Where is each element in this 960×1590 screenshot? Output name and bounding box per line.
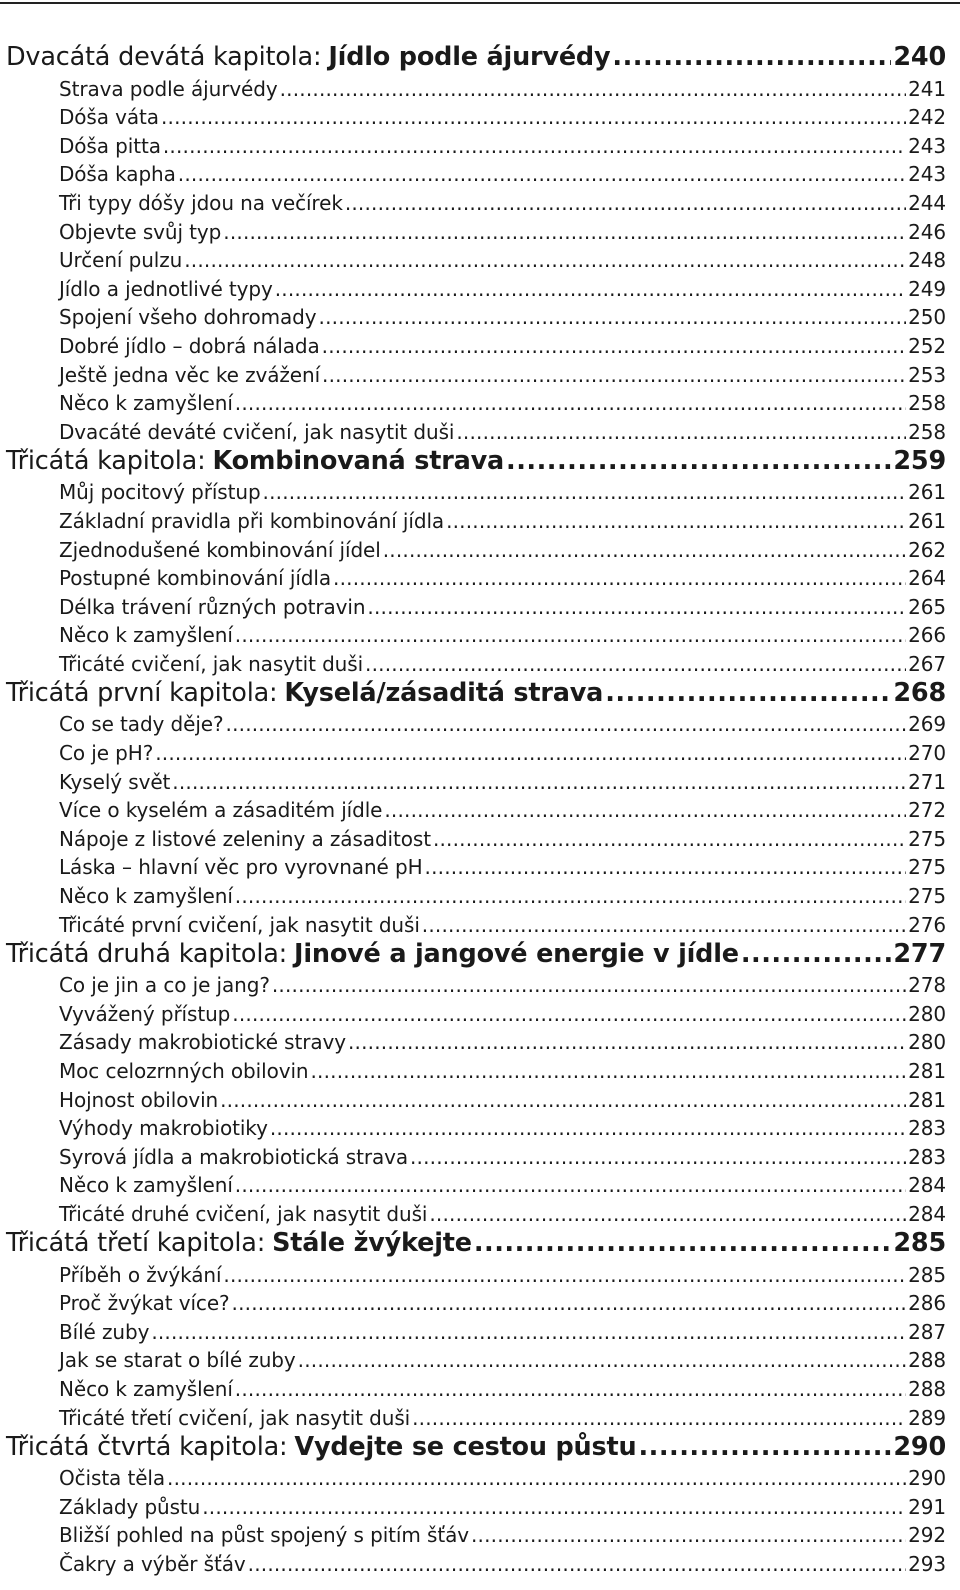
dot-leader xyxy=(429,1202,906,1226)
dot-leader xyxy=(333,566,906,590)
dot-leader xyxy=(433,827,906,851)
entry-page-number: 283 xyxy=(908,1116,946,1141)
toc-entry[interactable] xyxy=(6,562,946,591)
dot-leader xyxy=(163,134,906,158)
entry-page-number: 244 xyxy=(908,190,946,215)
entry-page-number: 278 xyxy=(908,973,946,998)
entry-page-number: 291 xyxy=(908,1494,946,1519)
toc-entry[interactable] xyxy=(6,1140,946,1169)
toc-entry[interactable] xyxy=(6,301,946,330)
dot-leader xyxy=(275,277,906,301)
toc-entry[interactable] xyxy=(6,1258,946,1287)
entry-page-number: 283 xyxy=(908,1144,946,1169)
entry-page-number: 286 xyxy=(908,1291,946,1316)
dot-leader xyxy=(223,220,906,244)
dot-leader xyxy=(506,446,891,476)
entry-page-number: 243 xyxy=(908,133,946,158)
entry-page-number: 284 xyxy=(908,1201,946,1226)
entry-title: Strava podle ájurvédy xyxy=(59,76,278,101)
entry-page-number: 284 xyxy=(908,1173,946,1198)
entry-title: Ještě jedna věc ke zvážení xyxy=(59,362,321,387)
chapter-page-number: 277 xyxy=(893,938,946,969)
entry-page-number: 253 xyxy=(908,362,946,387)
entry-page-number: 292 xyxy=(908,1523,946,1548)
toc-entry[interactable] xyxy=(6,879,946,908)
entry-page-number: 267 xyxy=(908,651,946,676)
entry-title: Co se tady děje? xyxy=(59,712,224,737)
toc-entry[interactable] xyxy=(6,908,946,937)
dot-leader xyxy=(474,1228,892,1258)
toc-entry[interactable] xyxy=(6,969,946,998)
chapter-number: Třicátá čtvrtá kapitola: xyxy=(6,1431,288,1462)
toc-entry[interactable] xyxy=(6,822,946,851)
entry-title: Třicáté druhé cvičení, jak nasytit duši xyxy=(59,1201,428,1226)
chapter-heading[interactable] xyxy=(6,444,946,476)
chapter-title: Jídlo podle ájurvédy xyxy=(328,42,611,72)
toc-entry[interactable] xyxy=(6,101,946,130)
entry-title: Bílé zuby xyxy=(59,1319,150,1344)
dot-leader xyxy=(383,538,906,562)
toc-entry[interactable] xyxy=(6,415,946,444)
chapter-page-number: 285 xyxy=(893,1227,946,1258)
dot-leader xyxy=(270,1116,906,1140)
entry-page-number: 258 xyxy=(908,419,946,444)
dot-leader xyxy=(226,712,907,736)
entry-title: Očista těla xyxy=(59,1466,166,1491)
table-of-contents xyxy=(6,40,946,1576)
toc-entry[interactable] xyxy=(6,1344,946,1373)
toc-entry[interactable] xyxy=(6,272,946,301)
entry-title: Jak se starat o bílé zuby xyxy=(59,1348,296,1373)
dot-leader xyxy=(638,1432,891,1462)
entry-page-number: 272 xyxy=(908,798,946,823)
toc-entry[interactable] xyxy=(6,851,946,880)
entry-page-number: 269 xyxy=(908,712,946,737)
entry-page-number: 288 xyxy=(908,1376,946,1401)
entry-page-number: 281 xyxy=(908,1087,946,1112)
toc-entry[interactable] xyxy=(6,736,946,765)
chapter-page-number: 290 xyxy=(893,1431,946,1462)
entry-page-number: 241 xyxy=(908,76,946,101)
entry-page-number: 252 xyxy=(908,333,946,358)
entry-title: Něco k zamyšlení xyxy=(59,1173,233,1198)
chapter-number: Dvacátá devátá kapitola: xyxy=(6,42,322,72)
entry-page-number: 258 xyxy=(908,391,946,416)
dot-leader xyxy=(310,1059,906,1083)
dot-leader xyxy=(348,1030,906,1054)
entry-title: Něco k zamyšlení xyxy=(59,391,233,416)
toc-entry[interactable] xyxy=(6,72,946,101)
toc-entry[interactable] xyxy=(6,997,946,1026)
entry-title: Moc celozrnných obilovin xyxy=(59,1059,309,1083)
entry-title: Zásady makrobiotické stravy xyxy=(59,1030,346,1055)
dot-leader xyxy=(741,939,892,969)
entry-title: Vyvážený přístup xyxy=(59,1001,231,1026)
entry-title: Dóša kapha xyxy=(59,162,176,187)
chapter-heading[interactable] xyxy=(6,1226,946,1258)
toc-entry[interactable] xyxy=(6,590,946,619)
entry-title: Něco k zamyšlení xyxy=(59,1376,233,1401)
entry-title: Délka trávení různých potravin xyxy=(59,594,366,619)
toc-entry[interactable] xyxy=(6,476,946,505)
entry-page-number: 289 xyxy=(908,1405,946,1430)
entry-title: Postupné kombinování jídla xyxy=(59,566,332,591)
dot-leader xyxy=(471,1523,906,1547)
entry-title: Bližší pohled na půst spojený s pitím šťáv xyxy=(59,1523,469,1548)
entry-page-number: 275 xyxy=(908,855,946,880)
toc-entry[interactable] xyxy=(6,129,946,158)
entry-page-number: 248 xyxy=(908,248,946,273)
toc-entry[interactable] xyxy=(6,1054,946,1083)
chapter-title: Vydejte se cestou půstu xyxy=(294,1431,637,1462)
toc-entry[interactable] xyxy=(6,1547,946,1576)
entry-page-number: 271 xyxy=(908,769,946,794)
chapter-page-number: 240 xyxy=(893,42,946,72)
toc-entry[interactable] xyxy=(6,619,946,648)
dot-leader xyxy=(422,913,906,937)
dot-leader xyxy=(456,420,906,444)
dot-leader xyxy=(410,1145,906,1169)
dot-leader xyxy=(184,248,906,272)
chapter-heading[interactable] xyxy=(6,937,946,969)
entry-title: Dobré jídlo – dobrá nálada xyxy=(59,333,320,358)
toc-entry[interactable] xyxy=(6,1401,946,1430)
toc-entry[interactable] xyxy=(6,329,946,358)
toc-entry[interactable] xyxy=(6,1287,946,1316)
dot-leader xyxy=(235,1173,906,1197)
dot-leader xyxy=(412,1406,906,1430)
entry-page-number: 293 xyxy=(908,1551,946,1576)
toc-entry[interactable] xyxy=(6,1372,946,1401)
chapter-title: Jinové a jangové energie v jídle xyxy=(294,938,739,969)
toc-entry[interactable] xyxy=(6,1519,946,1548)
dot-leader xyxy=(322,363,906,387)
entry-title: Dóša pitta xyxy=(59,133,161,158)
entry-page-number: 261 xyxy=(908,508,946,533)
toc-entry[interactable] xyxy=(6,533,946,562)
toc-entry[interactable] xyxy=(6,1026,946,1055)
dot-leader xyxy=(151,1320,906,1344)
entry-page-number: 265 xyxy=(908,594,946,619)
entry-title: Základní pravidla při kombinování jídla xyxy=(59,508,445,533)
dot-leader xyxy=(322,334,906,358)
toc-entry[interactable] xyxy=(6,158,946,187)
entry-page-number: 275 xyxy=(908,884,946,909)
entry-title: Syrová jídla a makrobiotická strava xyxy=(59,1144,408,1169)
entry-title: Více o kyselém a zásaditém jídle xyxy=(59,798,383,823)
dot-leader xyxy=(232,1002,906,1026)
toc-entry[interactable] xyxy=(6,504,946,533)
dot-leader xyxy=(172,770,906,794)
entry-page-number: 250 xyxy=(908,305,946,330)
dot-leader xyxy=(155,741,906,765)
chapter-number: Třicátá třetí kapitola: xyxy=(6,1227,266,1258)
entry-page-number: 243 xyxy=(908,162,946,187)
toc-entry[interactable] xyxy=(6,765,946,794)
toc-entry[interactable] xyxy=(6,647,946,676)
entry-title: Objevte svůj typ xyxy=(59,219,222,244)
entry-title: Jídlo a jednotlivé typy xyxy=(59,276,273,301)
dot-leader xyxy=(298,1348,906,1372)
entry-page-number: 264 xyxy=(908,566,946,591)
chapter-heading[interactable] xyxy=(6,676,946,708)
chapter-title: Kyselá/zásaditá strava xyxy=(284,677,604,708)
entry-page-number: 285 xyxy=(908,1262,946,1287)
entry-title: Třicáté první cvičení, jak nasytit duši xyxy=(59,912,420,937)
dot-leader xyxy=(319,305,907,329)
dot-leader xyxy=(263,480,907,504)
dot-leader xyxy=(280,77,907,101)
dot-leader xyxy=(345,191,906,215)
entry-page-number: 262 xyxy=(908,537,946,562)
entry-title: Láska – hlavní věc pro vyrovnané pH xyxy=(59,855,423,880)
entry-title: Třicáté cvičení, jak nasytit duši xyxy=(59,651,364,676)
dot-leader xyxy=(272,973,906,997)
dot-leader xyxy=(235,1377,906,1401)
chapter-number: Třicátá druhá kapitola: xyxy=(6,938,288,969)
toc-entry[interactable] xyxy=(6,708,946,737)
entry-page-number: 287 xyxy=(908,1319,946,1344)
dot-leader xyxy=(178,162,906,186)
dot-leader xyxy=(167,1466,906,1490)
dot-leader xyxy=(605,678,891,708)
dot-leader xyxy=(425,855,907,879)
dot-leader xyxy=(220,1088,906,1112)
entry-page-number: 280 xyxy=(908,1001,946,1026)
chapter-page-number: 259 xyxy=(893,445,946,476)
entry-title: Hojnost obilovin xyxy=(59,1087,219,1112)
dot-leader xyxy=(223,1263,906,1287)
toc-entry[interactable] xyxy=(6,244,946,273)
entry-page-number: 275 xyxy=(908,826,946,851)
dot-leader xyxy=(235,391,906,415)
toc-entry[interactable] xyxy=(6,387,946,416)
toc-entry[interactable] xyxy=(6,1462,946,1491)
entry-title: Dvacáté deváté cvičení, jak nasytit duši xyxy=(59,419,455,444)
entry-page-number: 249 xyxy=(908,276,946,301)
entry-title: Kyselý svět xyxy=(59,769,171,794)
dot-leader xyxy=(248,1552,906,1576)
entry-page-number: 246 xyxy=(908,219,946,244)
top-rule xyxy=(0,2,960,4)
chapter-number: Třicátá kapitola: xyxy=(6,445,206,476)
toc-entry[interactable] xyxy=(6,1315,946,1344)
entry-title: Něco k zamyšlení xyxy=(59,623,233,648)
entry-title: Určení pulzu xyxy=(59,248,183,273)
entry-title: Co je jin a co je jang? xyxy=(59,973,270,998)
dot-leader xyxy=(384,798,906,822)
entry-title: Dóša váta xyxy=(59,105,159,130)
toc-entry[interactable] xyxy=(6,186,946,215)
entry-page-number: 288 xyxy=(908,1348,946,1373)
toc-entry[interactable] xyxy=(6,358,946,387)
entry-page-number: 290 xyxy=(908,1466,946,1491)
entry-title: Tři typy dóšy jdou na večírek xyxy=(59,190,343,215)
entry-title: Něco k zamyšlení xyxy=(59,884,233,909)
entry-title: Co je pH? xyxy=(59,741,154,766)
chapter-page-number: 268 xyxy=(893,677,946,708)
toc-entry[interactable] xyxy=(6,1169,946,1198)
dot-leader xyxy=(235,884,906,908)
dot-leader xyxy=(232,1291,907,1315)
entry-title: Výhody makrobiotiky xyxy=(59,1116,268,1141)
toc-entry[interactable] xyxy=(6,1112,946,1141)
entry-title: Spojení všeho dohromady xyxy=(59,305,317,330)
chapter-title: Stále žvýkejte xyxy=(272,1227,472,1258)
dot-leader xyxy=(365,652,906,676)
chapter-number: Třicátá první kapitola: xyxy=(6,677,278,708)
dot-leader xyxy=(367,595,906,619)
entry-title: Třicáté třetí cvičení, jak nasytit duši xyxy=(59,1405,411,1430)
entry-title: Příběh o žvýkání xyxy=(59,1262,222,1287)
entry-page-number: 242 xyxy=(908,105,946,130)
entry-page-number: 276 xyxy=(908,912,946,937)
toc-entry[interactable] xyxy=(6,215,946,244)
dot-leader xyxy=(612,42,891,72)
chapter-title: Kombinovaná strava xyxy=(212,445,505,476)
entry-title: Základy půstu xyxy=(59,1494,201,1519)
entry-title: Zjednodušené kombinování jídel xyxy=(59,537,381,562)
entry-title: Čakry a výběr šťáv xyxy=(59,1551,246,1576)
toc-entry[interactable] xyxy=(6,1197,946,1226)
entry-title: Můj pocitový přístup xyxy=(59,480,261,505)
entry-page-number: 270 xyxy=(908,741,946,766)
entry-title: Nápoje z listové zeleniny a zásaditost xyxy=(59,826,431,851)
entry-title: Proč žvýkat více? xyxy=(59,1291,230,1316)
entry-page-number: 280 xyxy=(908,1030,946,1055)
toc-entry[interactable] xyxy=(6,794,946,823)
dot-leader xyxy=(446,509,906,533)
entry-page-number: 281 xyxy=(908,1059,946,1083)
entry-page-number: 261 xyxy=(908,480,946,505)
toc-entry[interactable] xyxy=(6,1083,946,1112)
toc-entry[interactable] xyxy=(6,1490,946,1519)
dot-leader xyxy=(202,1495,906,1519)
chapter-heading[interactable] xyxy=(6,40,946,72)
dot-leader xyxy=(161,105,906,129)
chapter-heading[interactable] xyxy=(6,1430,946,1462)
dot-leader xyxy=(235,623,906,647)
entry-page-number: 266 xyxy=(908,623,946,648)
